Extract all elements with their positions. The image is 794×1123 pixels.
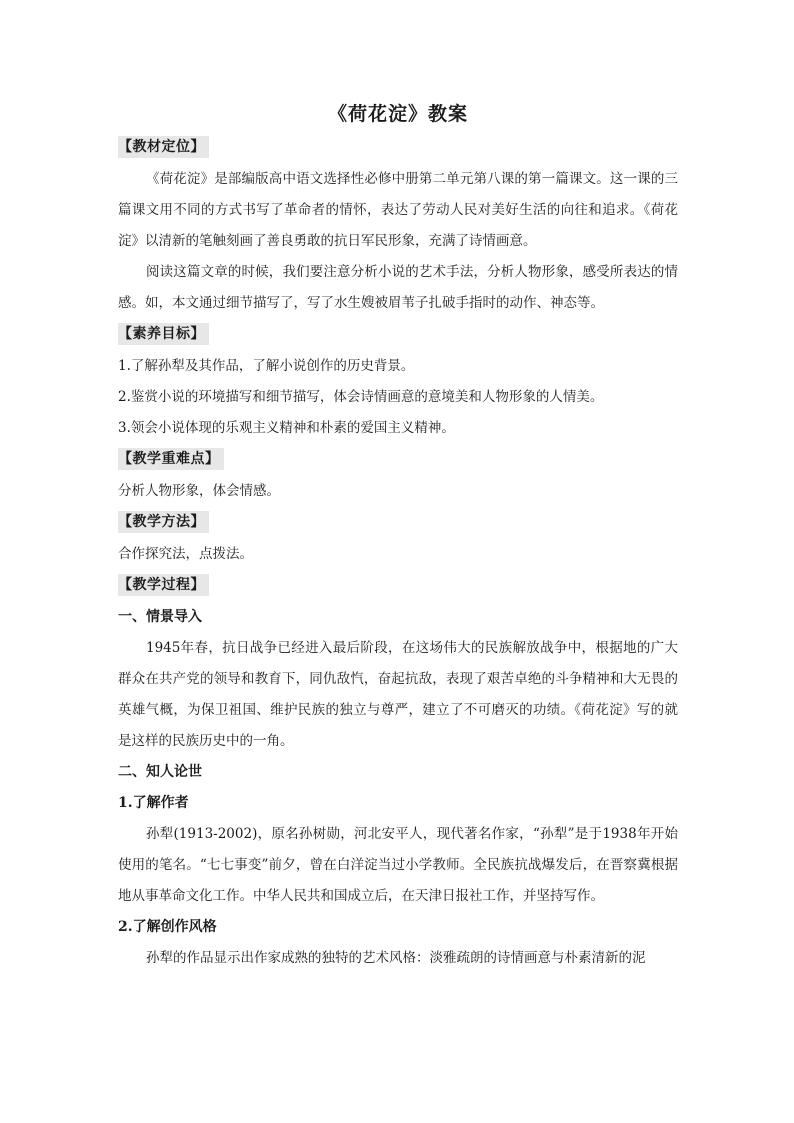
- section-goals: [118, 321, 678, 444]
- paragraph-positioning-2: 阅读这篇文章的时候，我们要注意分析小说的艺术手法，分析人物形象，感受所表达的情感。如，本文通过细节描写了，写了水生嫂被眉苇子扎破手指时的动作、神态等。: [118, 264, 678, 311]
- process-part2-sub1-text: 孙犁(1913-2002)，原名孙树勋，河北安平人，现代著名作家，“孙犁”是于1938年开始使用的笔名。“七七事变”前夕，曾在白洋淀当过小学教师。全民族抗战爆发后，在晋察冀根据地从事革命文化工作。中华人民共和国成立后，在天津日报社工作，并坚持写作。: [118, 826, 678, 904]
- goal-item: 2.鉴赏小说的环境描写和细节描写，体会诗情画意的意境美和人物形象的人情美。: [118, 389, 604, 405]
- document-page: [118, 100, 678, 976]
- process-part1-text: 1945年春，抗日战争已经进入最后阶段，在这场伟大的民族解放战争中，根据地的广大群众在共产党的领导和教育下，同仇敌忾，奋起抗敌，表现了艰苦卓绝的斗争精神和大无畏的英雄气概，为保卫祖国、维护民族的独立与尊严，建立了不可磨灭的功绩。《荷花淀》写的就是这样的民族历史中的一角。: [118, 640, 678, 749]
- process-part2-sub1-heading: 1.了解作者: [118, 795, 189, 811]
- section-positioning: [118, 134, 678, 319]
- process-part2-sub2-heading: 2.了解创作风格: [118, 919, 217, 935]
- keypoints-text: 分析人物形象，体会情感。: [118, 483, 280, 499]
- section-heading-keypoints: 【教学重难点】: [118, 448, 224, 470]
- section-process: [118, 572, 678, 974]
- section-heading-goals: 【素养目标】: [118, 323, 209, 345]
- section-heading-methods: 【教学方法】: [118, 511, 209, 533]
- section-keypoints: [118, 446, 678, 507]
- page-title: 《荷花淀》教案: [327, 103, 468, 125]
- methods-text: 合作探究法，点拨法。: [118, 546, 253, 562]
- goal-item: 3.领会小说体现的乐观主义精神和朴素的爱国主义精神。: [118, 420, 455, 436]
- process-part2-heading: 二、知人论世: [118, 764, 202, 780]
- section-methods: [118, 509, 678, 570]
- process-part2-sub2-text: 孙犁的作品显示出作家成熟的独特的艺术风格：淡雅疏朗的诗情画意与朴素清新的泥: [146, 950, 646, 966]
- process-part1-heading: 一、情景导入: [118, 609, 202, 625]
- paragraph-positioning-1: 《荷花淀》是部编版高中语文选择性必修中册第二单元第八课的第一篇课文。这一课的三篇课文用不同的方式书写了革命者的情怀，表达了劳动人民对美好生活的向往和追求。《荷花淀》以清新的笔触刻画了善良勇敢的抗日军民形象，充满了诗情画意。: [118, 171, 678, 249]
- section-heading-positioning: 【教材定位】: [118, 136, 209, 158]
- section-heading-process: 【教学过程】: [118, 574, 209, 596]
- goal-item: 1.了解孙犁及其作品，了解小说创作的历史背景。: [118, 358, 415, 374]
